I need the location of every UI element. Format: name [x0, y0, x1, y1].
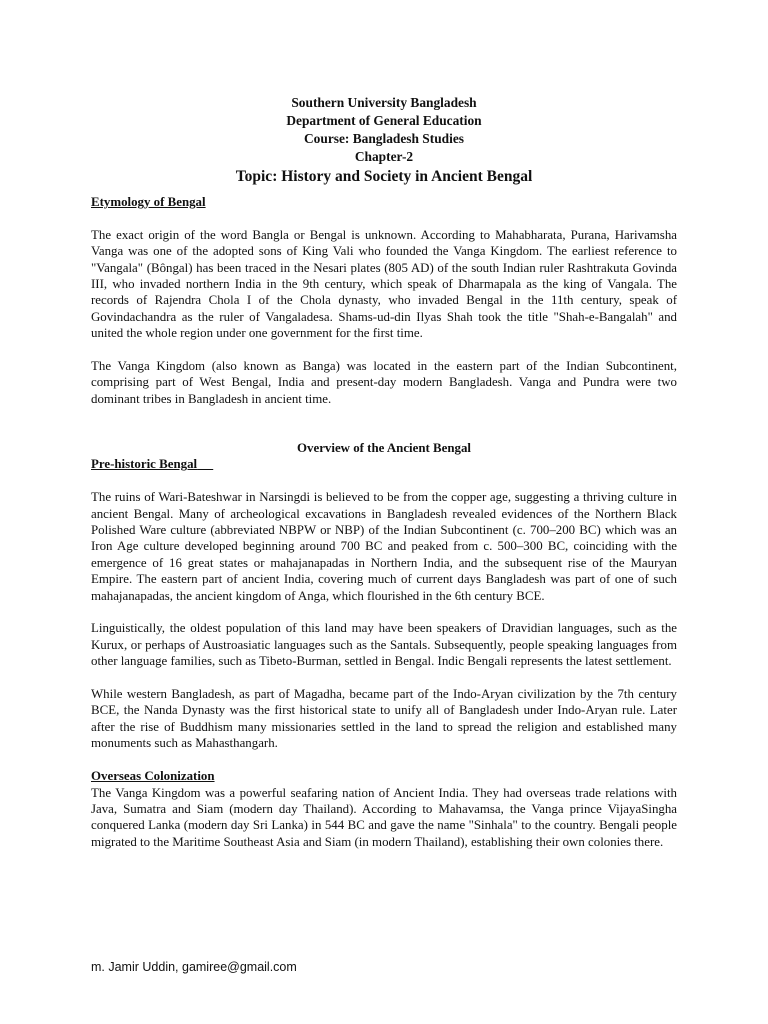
topic-title: Topic: History and Society in Ancient Bengal [235, 168, 533, 185]
department-name: Department of General Education [286, 113, 482, 128]
paragraph-prehistoric-1: The ruins of Wari-Bateshwar in Narsingdi is believed to be from the copper age, suggesting a thriving culture in ancient Bengal. Many of archeological excavations in Bangladesh revealed evidences of the Northern Black Polished Ware culture (abbreviated NBPW or NBP) of the Indian Subcontinent (c. 700–200 BC) which was an Iron Age culture developed beginning around 700 BC and peaked from c. 500–300 BC, coinciding with the emergence of 16 great states or mahajanapadas in Northern India, and the subsequent rise of the Mauryan Empire. The eastern part of ancient India, covering much of current days Bangladesh was part of one of such mahajanapadas, the ancient kingdom of Anga, which flourished in the 6th century BCE. [91, 490, 677, 603]
section-heading-overview: Overview of the Ancient Bengal [297, 441, 471, 456]
section-heading-etymology: Etymology of Bengal [91, 195, 206, 209]
prehistoric-heading-text: Pre-historic Bengal [91, 457, 198, 472]
paragraph-etymology-2: The Vanga Kingdom (also known as Banga) was located in the eastern part of the Indian Subcontinent, comprising part of West Bengal, India and present-day modern Bangladesh. Vanga and Pundra were two dominant tribes in Bangladesh in ancient time. [91, 359, 677, 406]
paragraph-overseas-1: The Vanga Kingdom was a powerful seafaring nation of Ancient India. They had overseas trade relations with Java, Sumatra and Siam (modern day Thailand). According to Mahavamsa, the Vanga prince VijayaSingha conquered Lanka (modern day Sri Lanka) in 544 BC and gave the name "Sinhala" to the country. Bengali people migrated to the Maritime Southeast Asia and Siam (in modern Thailand), establishing their own colonies there. [91, 785, 677, 849]
course-title: Course: Bangladesh Studies [304, 131, 464, 146]
paragraph-prehistoric-3: While western Bangladesh, as part of Magadha, became part of the Indo-Aryan civilization by the 7th century BCE, the Nanda Dynasty was the first historical state to unify all of Bangladesh under Indo-Aryan rule. Later after the rise of Buddhism many missionaries settled in the land to spread the religion and established many monuments such as Mahasthangarh. [91, 687, 677, 751]
paragraph-etymology-1: The exact origin of the word Bangla or Bengal is unknown. According to Mahabharata, Purana, Harivamsha Vanga was one of the adopted sons of King Vali who founded the Vanga Kingdom. The earliest reference to "Vangala" (Bôngal) has been traced in the Nesari plates (805 AD) of the south Indian ruler Rashtrakuta Govinda III, who invaded northern India in the 9th century, which speak of Dharmapala as the king of Vangala. The records of Rajendra Chola I of the Chola dynasty, who invaded Bengal in the 11th century, speak of Govindachandra as the ruler of Vangaladesa. Shams-ud-din Ilyas Shah took the title "Shah-e-Bangalah" and united the whole region under one government for the first time. [91, 227, 677, 341]
university-name: Southern University Bangladesh [291, 95, 477, 110]
chapter-title: Chapter-2 [354, 149, 414, 164]
section-heading-overseas: Overseas Colonization [91, 769, 215, 784]
page-footer: m. Jamir Uddin, gamiree@gmail.com [91, 960, 297, 974]
section-heading-prehistoric [91, 456, 677, 472]
document-header [0, 94, 768, 187]
document-body [91, 194, 677, 850]
paragraph-prehistoric-2: Linguistically, the oldest population of this land may have been speakers of Dravidian languages, such as the Kurux, or perhaps of Austroasiatic languages such as the Santals. Subsequently, people speaking languages from other language families, such as Tibeto-Burman, settled in Bengal. Indic Bengali represents the latest settlement. [91, 621, 677, 669]
